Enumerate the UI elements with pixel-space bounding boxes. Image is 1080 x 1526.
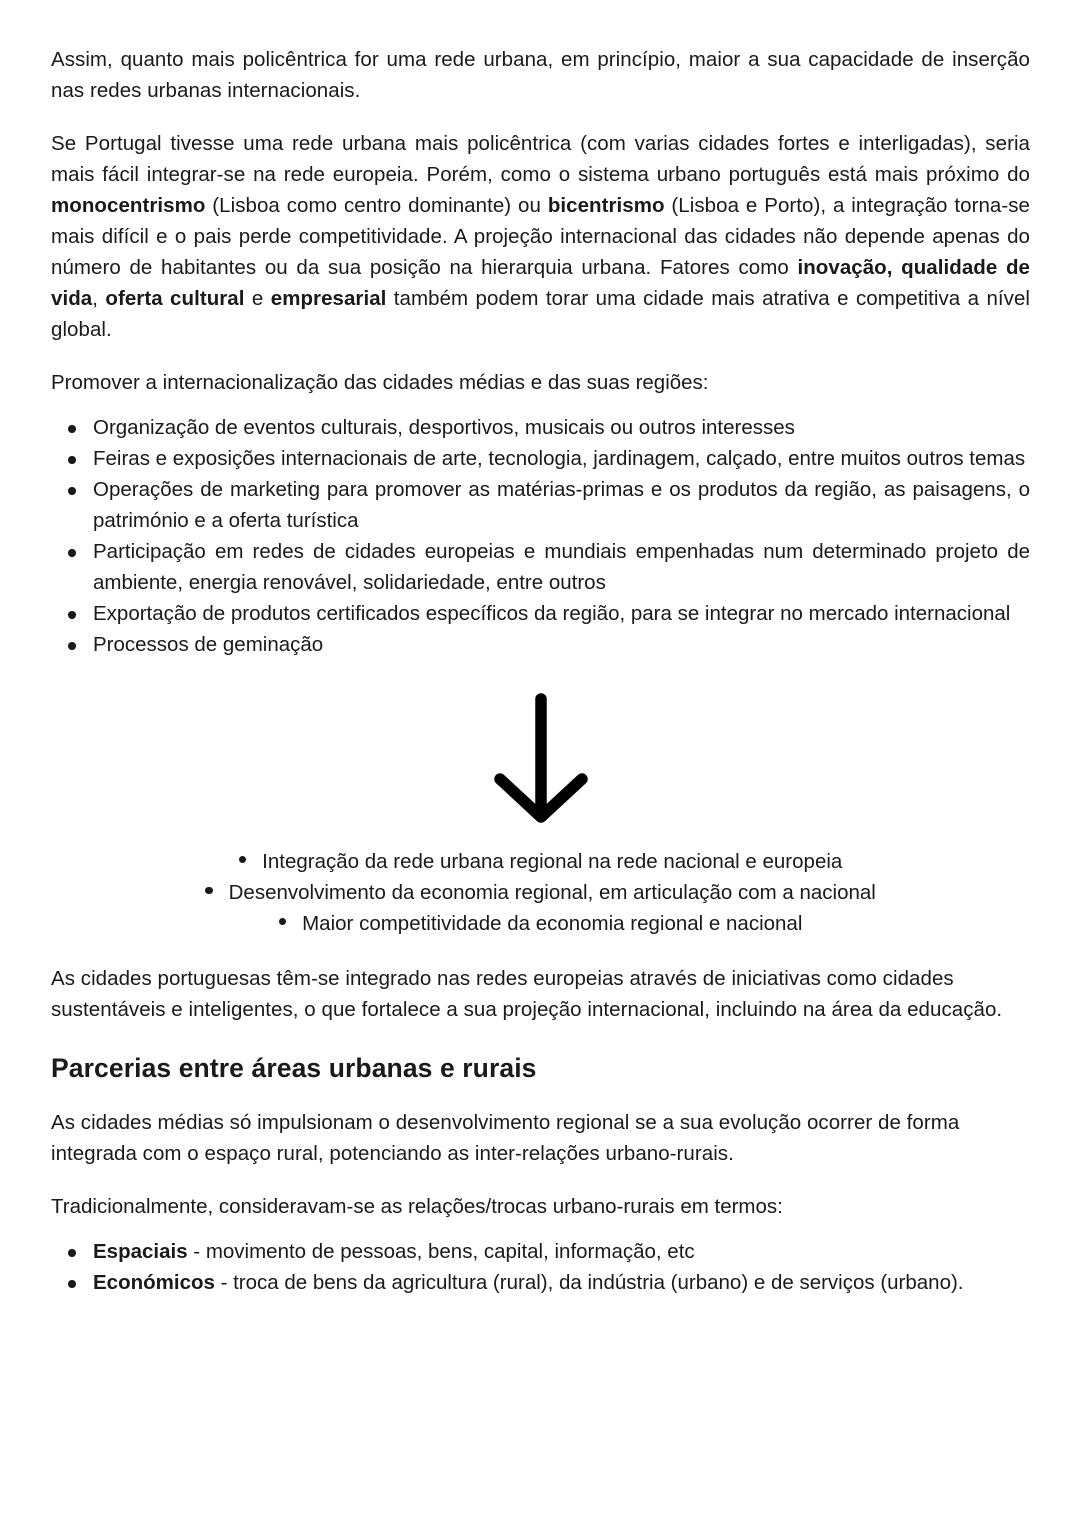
arrow-container xyxy=(51,692,1030,824)
list-item xyxy=(51,1267,1030,1298)
list-item: Processos de geminação xyxy=(51,629,1030,660)
list-item: Participação em redes de cidades europeias e mundiais empenhadas num determinado projeto de ambiente, energia renovável, solidariedade, entre outros xyxy=(51,536,1030,598)
bullet-dot-icon xyxy=(239,856,247,864)
list-item-description: movimento de pessoas, bens, capital, informação, etc xyxy=(205,1240,695,1263)
paragraph-cidades-medias: As cidades médias só impulsionam o desenvolvimento regional se a sua evolução ocorrer de forma integrada com o espaço rural, potenciando as inter-relações urbano-rurais. xyxy=(51,1111,960,1165)
list-item: Feiras e exposições internacionais de arte, tecnologia, jardinagem, calçado, entre muitos outros temas xyxy=(51,443,1030,474)
list-lead-relacoes-urbano-rurais: Tradicionalmente, consideravam-se as relações/trocas urbano-rurais em termos: xyxy=(51,1195,783,1218)
term-empresarial: empresarial xyxy=(270,287,387,310)
paragraph-2-part-6: também podem torar uma cidade mais atrativa e competitiva a nível global. xyxy=(51,287,1030,341)
list-item-description: troca de bens da agricultura (rural), da indústria (urbano) e de serviços (urbano). xyxy=(233,1271,964,1294)
list-outcomes xyxy=(51,846,1030,939)
list-item xyxy=(51,877,1030,908)
list-relacoes-urbano-rurais xyxy=(51,1236,1030,1298)
paragraph-2-part-4: , xyxy=(92,287,106,310)
paragraph-polycentric-system xyxy=(51,128,1030,345)
paragraph-2-part-1: Se Portugal tivesse uma rede urbana mais policêntrica (com varias cidades fortes e interligadas), seria mais fácil integrar-se na rede europeia. Porém, como o sistema urbano português está mais próximo do xyxy=(51,132,1030,186)
down-arrow-icon xyxy=(491,692,591,824)
list-item-label: Integração da rede urbana regional na rede nacional e europeia xyxy=(262,850,843,873)
bullet-dot-icon xyxy=(279,918,287,926)
list-item-label: Desenvolvimento da economia regional, em articulação com a nacional xyxy=(228,881,876,904)
term-bicentrismo: bicentrismo xyxy=(547,194,665,217)
list-item-separator: - xyxy=(187,1240,206,1263)
list-item-term: Económicos xyxy=(93,1271,215,1294)
paragraph-cidades-sustentaveis: As cidades portuguesas têm-se integrado nas redes europeias através de iniciativas como cidades sustentáveis e inteligentes, o que fortalece a sua projeção internacional, incluindo na área da educação. xyxy=(51,967,1003,1021)
bullet-dot-icon xyxy=(205,887,213,895)
list-item-separator: - xyxy=(214,1271,234,1294)
term-oferta-cultural: oferta cultural xyxy=(105,287,245,310)
list-internacionalizacao xyxy=(51,412,1030,660)
list-item: Exportação de produtos certificados específicos da região, para se integrar no mercado internacional xyxy=(51,598,1030,629)
list-item xyxy=(51,1236,1030,1267)
list-item: Operações de marketing para promover as matérias-primas e os produtos da região, as paisagens, o património e a oferta turística xyxy=(51,474,1030,536)
term-monocentrismo: monocentrismo xyxy=(51,194,206,217)
document-content xyxy=(51,44,1030,1298)
paragraph-2-part-3: (Lisboa e Porto), a integração torna-se mais difícil e o pais perde competitividade. A projeção internacional das cidades não depende apenas do número de habitantes ou da sua posição na hierarquia urbana. Fatores como xyxy=(51,194,1030,279)
paragraph-intro: Assim, quanto mais policêntrica for uma rede urbana, em princípio, maior a sua capacidade de inserção nas redes urbanas internacionais. xyxy=(51,48,1030,102)
page-section-heading: Parcerias entre áreas urbanas e rurais xyxy=(51,1053,537,1083)
list-item: Organização de eventos culturais, desportivos, musicais ou outros interesses xyxy=(51,412,1030,443)
list-item xyxy=(51,908,1030,939)
list-lead-internacionalizacao: Promover a internacionalização das cidades médias e das suas regiões: xyxy=(51,371,709,394)
term-inovacao-qualidade-de-vida: inovação, qualidade de vida xyxy=(51,256,1030,310)
list-item-term: Espaciais xyxy=(93,1240,188,1263)
paragraph-2-part-2: (Lisboa como centro dominante) ou xyxy=(205,194,548,217)
list-item-label: Maior competitividade da economia regional e nacional xyxy=(302,912,803,935)
list-item xyxy=(51,846,1030,877)
paragraph-2-part-5: e xyxy=(244,287,271,310)
